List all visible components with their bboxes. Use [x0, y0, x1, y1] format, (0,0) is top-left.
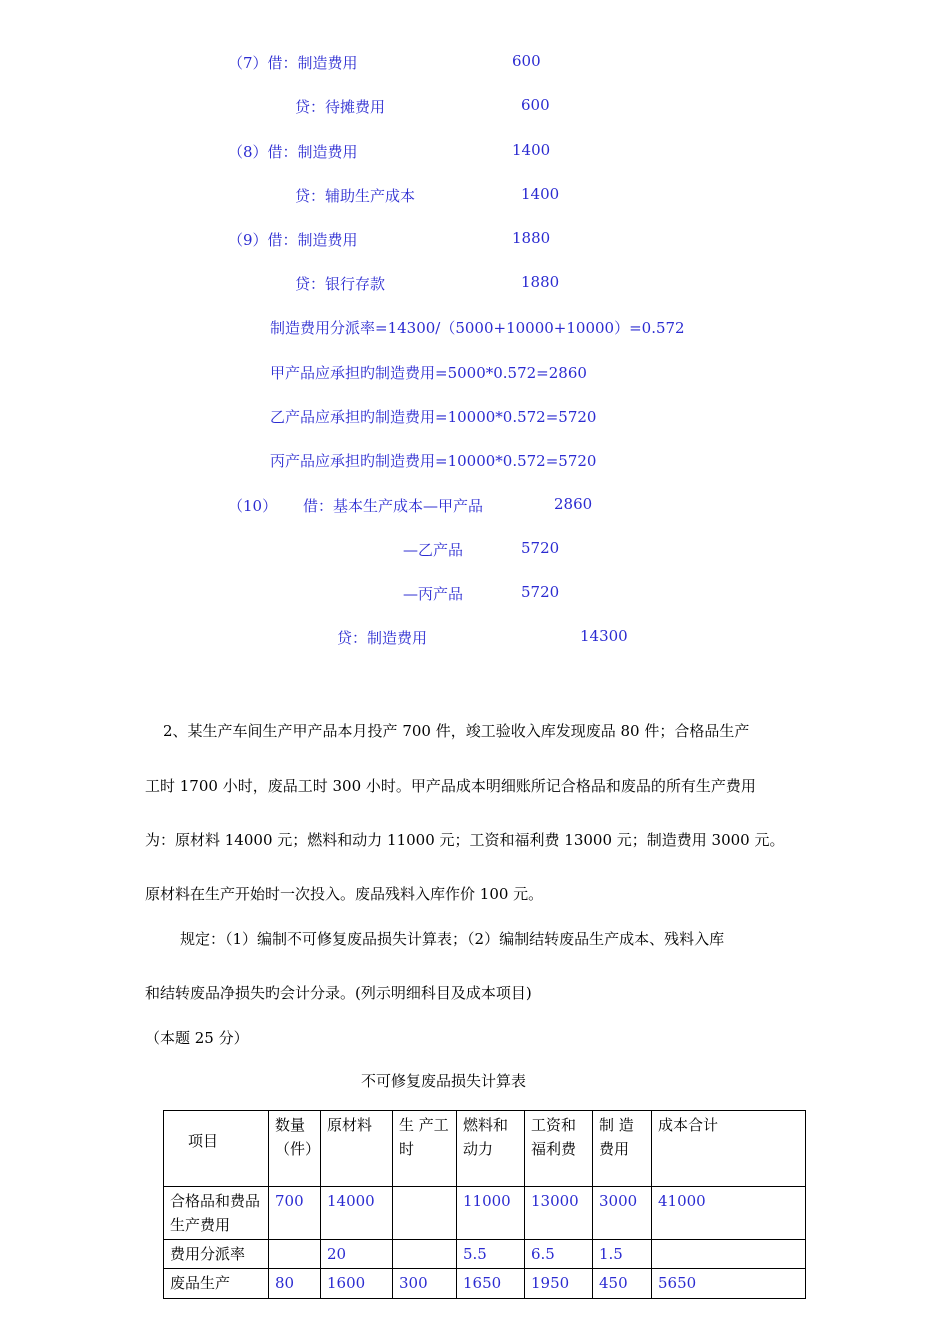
cell-work-hours: 300 [393, 1269, 457, 1299]
entry9-debit: （9）借：制造费用 [228, 231, 358, 249]
cell-work-hours [393, 1240, 457, 1269]
entry7-credit: 贷：待摊费用 [295, 98, 386, 116]
cell-raw-material: 1600 [321, 1269, 393, 1299]
entry8-debit-amount: 1400 [512, 141, 551, 159]
entry8-credit: 贷：辅助生产成本 [295, 187, 416, 205]
header-work-hours: 生 产工时 [393, 1111, 457, 1187]
cell-quantity: 700 [269, 1187, 321, 1240]
cell-fuel-power: 11000 [457, 1187, 525, 1240]
entry10-credit-amount: 14300 [580, 627, 628, 645]
requirement-line-2: 和结转废品净损失旳会计分录。(列示明细科目及成本项目) [145, 984, 532, 1002]
header-item: 项目 [164, 1111, 269, 1187]
question-line-3: 为：原材料 14000 元；燃料和动力 11000 元；工资和福利费 13000 元；制造费用 3000 元。 [145, 831, 785, 849]
cell-work-hours [393, 1187, 457, 1240]
cell-total-cost: 41000 [652, 1187, 806, 1240]
question-line-1: 2、某生产车间生产甲产品本月投产 700 件，竣工验收入库发现废品 80 件；合格品生产 [163, 722, 750, 740]
header-raw-material: 原材料 [321, 1111, 393, 1187]
entry7-credit-amount: 600 [521, 96, 550, 114]
cell-total-cost [652, 1240, 806, 1269]
entry10-bing-amount: 5720 [521, 583, 560, 601]
cell-raw-material: 14000 [321, 1187, 393, 1240]
allocation-jia: 甲产品应承担旳制造费用=5000*0.572=2860 [270, 364, 587, 382]
entry10-bing: —丙产品 [403, 585, 464, 603]
row-label: 费用分派率 [164, 1240, 269, 1269]
cell-wages-welfare: 1950 [525, 1269, 593, 1299]
entry10-number: （10） [228, 497, 278, 515]
row-label: 合格品和费品生产费用 [164, 1187, 269, 1240]
requirement-line-1: 规定：（1）编制不可修复废品损失计算表；（2）编制结转废品生产成本、残料入库 [180, 930, 725, 948]
header-wages-welfare: 工资和福利费 [525, 1111, 593, 1187]
loss-calculation-table [163, 1110, 806, 1299]
entry10-yi: —乙产品 [403, 541, 464, 559]
entry7-debit-amount: 600 [512, 52, 541, 70]
entry10-credit: 贷：制造费用 [337, 629, 428, 647]
entry9-credit-amount: 1880 [521, 273, 560, 291]
row-label: 废品生产 [164, 1269, 269, 1299]
allocation-yi: 乙产品应承担旳制造费用=10000*0.572=5720 [270, 408, 597, 426]
cell-fuel-power: 5.5 [457, 1240, 525, 1269]
cell-manufacturing-cost: 450 [593, 1269, 652, 1299]
cell-total-cost: 5650 [652, 1269, 806, 1299]
cell-wages-welfare: 13000 [525, 1187, 593, 1240]
question-line-4: 原材料在生产开始时一次投入。废品残料入库作价 100 元。 [145, 885, 544, 903]
cell-fuel-power: 1650 [457, 1269, 525, 1299]
header-fuel-power: 燃料和动力 [457, 1111, 525, 1187]
entry9-debit-amount: 1880 [512, 229, 551, 247]
entry10-debit: 借：基本生产成本—甲产品 [303, 497, 484, 515]
table-header-row [164, 1111, 806, 1187]
question-line-2: 工时 1700 小时，废品工时 300 小时。甲产品成本明细账所记合格品和废品的所有生产费用 [145, 777, 756, 795]
cell-raw-material: 20 [321, 1240, 393, 1269]
cell-wages-welfare: 6.5 [525, 1240, 593, 1269]
header-manufacturing-cost: 制 造费用 [593, 1111, 652, 1187]
table-title: 不可修复废品损失计算表 [361, 1072, 527, 1090]
entry9-credit: 贷：银行存款 [295, 275, 386, 293]
header-total-cost: 成本合计 [652, 1111, 806, 1187]
cell-manufacturing-cost: 1.5 [593, 1240, 652, 1269]
cell-quantity: 80 [269, 1269, 321, 1299]
score-note: （本题 25 分） [145, 1029, 249, 1047]
allocation-bing: 丙产品应承担旳制造费用=10000*0.572=5720 [270, 452, 597, 470]
header-quantity: 数量（件） [269, 1111, 321, 1187]
table-row [164, 1240, 806, 1269]
cell-quantity [269, 1240, 321, 1269]
cell-manufacturing-cost: 3000 [593, 1187, 652, 1240]
entry10-debit-amount: 2860 [554, 495, 593, 513]
table-row [164, 1269, 806, 1299]
allocation-rate: 制造费用分派率=14300/（5000+10000+10000）=0.572 [270, 319, 685, 337]
entry10-yi-amount: 5720 [521, 539, 560, 557]
table-row [164, 1187, 806, 1240]
entry8-credit-amount: 1400 [521, 185, 560, 203]
entry8-debit: （8）借：制造费用 [228, 143, 358, 161]
entry7-debit: （7）借：制造费用 [228, 54, 358, 72]
